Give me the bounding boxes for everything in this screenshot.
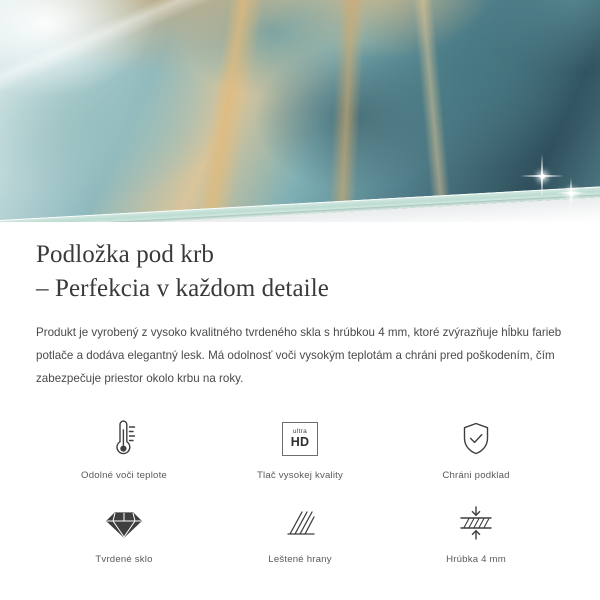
ultra-label: ultra [292,427,308,435]
thickness-icon [454,501,498,545]
feature-label: Hrúbka 4 mm [446,553,506,565]
polished-edges-icon [278,501,322,545]
headline-line-1: Podložka pod krb [36,241,214,268]
description-paragraph: Produkt je vyrobený z vysoko kvalitného tvrdeného skla s hrúbkou 4 mm, ktoré zvýrazňuje hĺbku farieb potlače a dodáva elegantný lesk. Má odolnosť voči vysokým teplotám a chráni pred poškodením, čím zabezpečuje priestor okolo krbu na roky. [36,326,562,386]
diamond-icon [103,501,145,545]
feature-label: Odolné voči teplote [81,469,167,481]
feature-item [388,417,564,481]
feature-item [212,417,388,481]
ultra-hd-icon [282,417,318,461]
feature-label: Tlač vysokej kvality [256,469,344,481]
glass-panel [0,0,600,222]
feature-item [388,501,564,565]
page-title [36,238,564,305]
feature-label: Leštené hrany [268,553,332,565]
thermometer-icon [104,417,144,461]
headline-line-2: – Perfekcia v každom detaile [36,274,329,302]
hero-image [0,0,600,222]
feature-label: Chráni podklad [442,469,510,481]
marble-artwork [0,0,600,222]
feature-label: Tvrdené sklo [95,553,153,565]
hd-label: HD [290,435,310,450]
feature-item [36,417,212,481]
shield-check-icon [456,417,496,461]
feature-item [36,501,212,565]
content-area [0,222,600,565]
feature-grid [36,417,564,565]
feature-item [212,501,388,565]
